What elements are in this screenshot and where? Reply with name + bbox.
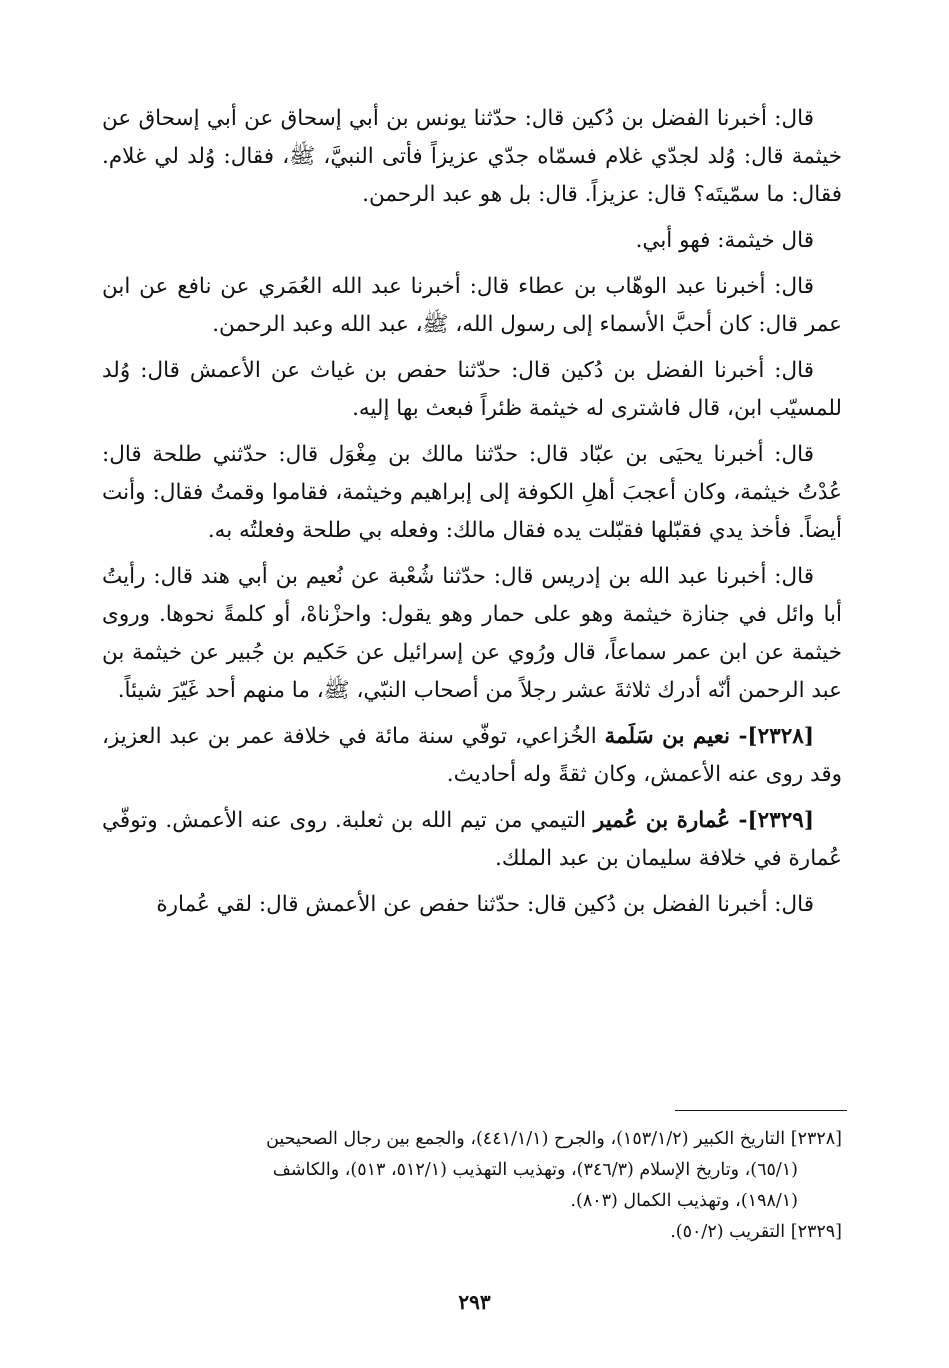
footnote-2329 <box>102 1217 842 1248</box>
page-number: ٢٩٣ <box>458 1290 491 1314</box>
paragraph-6: قال: أخبرنا عبد الله بن إدريس قال: حدّثنا شُعْبة عن نُعيم بن أبي هند قال: رأيتُ أبا وائل في جنازة خيثمة وهو على حمار وهو يقول: واحزْناهْ، أو كلمةً نحوها. وروى خيثمة عن ابن عمر سماعاً، قال ورُوي عن إسرائيل عن حَكيم بن جُبير عن خيثمة بن عبد الرحمن أنّه أدرك ثلاثةَ عشر رجلاً من أصحاب النبّي، ﷺ، ما منهم أحد غَيّرَ شيئاً. <box>102 564 842 703</box>
footnote-2328 <box>102 1124 842 1217</box>
footnotes <box>102 1124 842 1248</box>
footnote-2329-line: [٢٣٢٩] التقريب (٥٠/٢). <box>670 1222 842 1242</box>
entry-2328-number: [٢٣٢٨] <box>747 724 814 749</box>
paragraph-3: قال: أخبرنا عبد الوهّاب بن عطاء قال: أخبرنا عبد الله العُمَري عن نافع عن ابن عمر قال: كان أحبَّ الأسماء إلى رسول الله، ﷺ، عبد الله وعبد الرحمن. <box>102 274 842 337</box>
paragraph-last: قال: أخبرنا الفضل بن دُكين قال: حدّثنا حفص عن الأعمش قال: لقي عُمارة <box>156 892 814 917</box>
footnote-divider <box>675 1110 847 1111</box>
paragraph-5: قال: أخبرنا يحيَى بن عبّاد قال: حدّثنا مالك بن مِغْوَل قال: حدّثني طلحة قال: عُدْتُ خيثمة، وكان أعجبَ أهلِ الكوفة إلى إبراهيم وخيثمة، فقاموا وقمتُ فقال: وأنت أيضاً. فأخذ يدي فقبّلها فقبّلت يده فقال مالك: وفعله بي طلحة وفعلتُه به. <box>102 442 842 543</box>
paragraph-4: قال: أخبرنا الفضل بن دُكين قال: حدّثنا حفص بن غياث عن الأعمش قال: وُلد للمسيّب ابن، قال فاشترى له خيثمة ظئراً فبعث بها إليه. <box>102 358 842 421</box>
entry-2329 <box>102 802 842 878</box>
entry-2329-name: - عُمارة بن عُمير <box>593 808 748 833</box>
entry-2328-name: - نعيم بن سَلَمة <box>604 724 748 749</box>
entry-2329-text: التيمي من تيم الله بن ثعلبة. روى عنه الأعمش. وتوفّي عُمارة في خلافة سليمان بن عبد الملك. <box>102 808 842 871</box>
footnote-2328-line-1: [٢٣٢٨] التاريخ الكبير (١٥٣/١/٢)، والجرح (٤٤١/١/١)، والجمع بين رجال الصحيحين <box>266 1129 842 1149</box>
paragraph-2: قال خيثمة: فهو أبي. <box>635 228 814 253</box>
footnote-2328-line-2: (٦٥/١)، وتاريخ الإسلام (٣٤٦/٣)، وتهذيب التهذيب (٥١٢/١، ٥١٣)، والكاشف <box>272 1160 798 1180</box>
main-text <box>102 100 842 932</box>
entry-2328 <box>102 718 842 794</box>
footnote-2328-line-3: (١٩٨/١)، وتهذيب الكمال (٨٠٣). <box>570 1191 798 1211</box>
entry-2329-number: [٢٣٢٩] <box>747 808 815 833</box>
entry-2328-text: الخُزاعي، توفّي سنة مائة في خلافة عمر بن عبد العزيز، وقد روى عنه الأعمش، وكان ثقةً وله أحاديث. <box>102 724 842 787</box>
paragraph-1: قال: أخبرنا الفضل بن دُكين قال: حدّثنا يونس بن أبي إسحاق عن أبي إسحاق عن خيثمة قال: وُلد لجدّي غلام فسمّاه جدّي عزيزاً فأتى النبيَّ، ﷺ، فقال: وُلد لي غلام. فقال: ما سمّيتَه؟ قال: عزيزاً. قال: بل هو عبد الرحمن. <box>102 106 842 207</box>
